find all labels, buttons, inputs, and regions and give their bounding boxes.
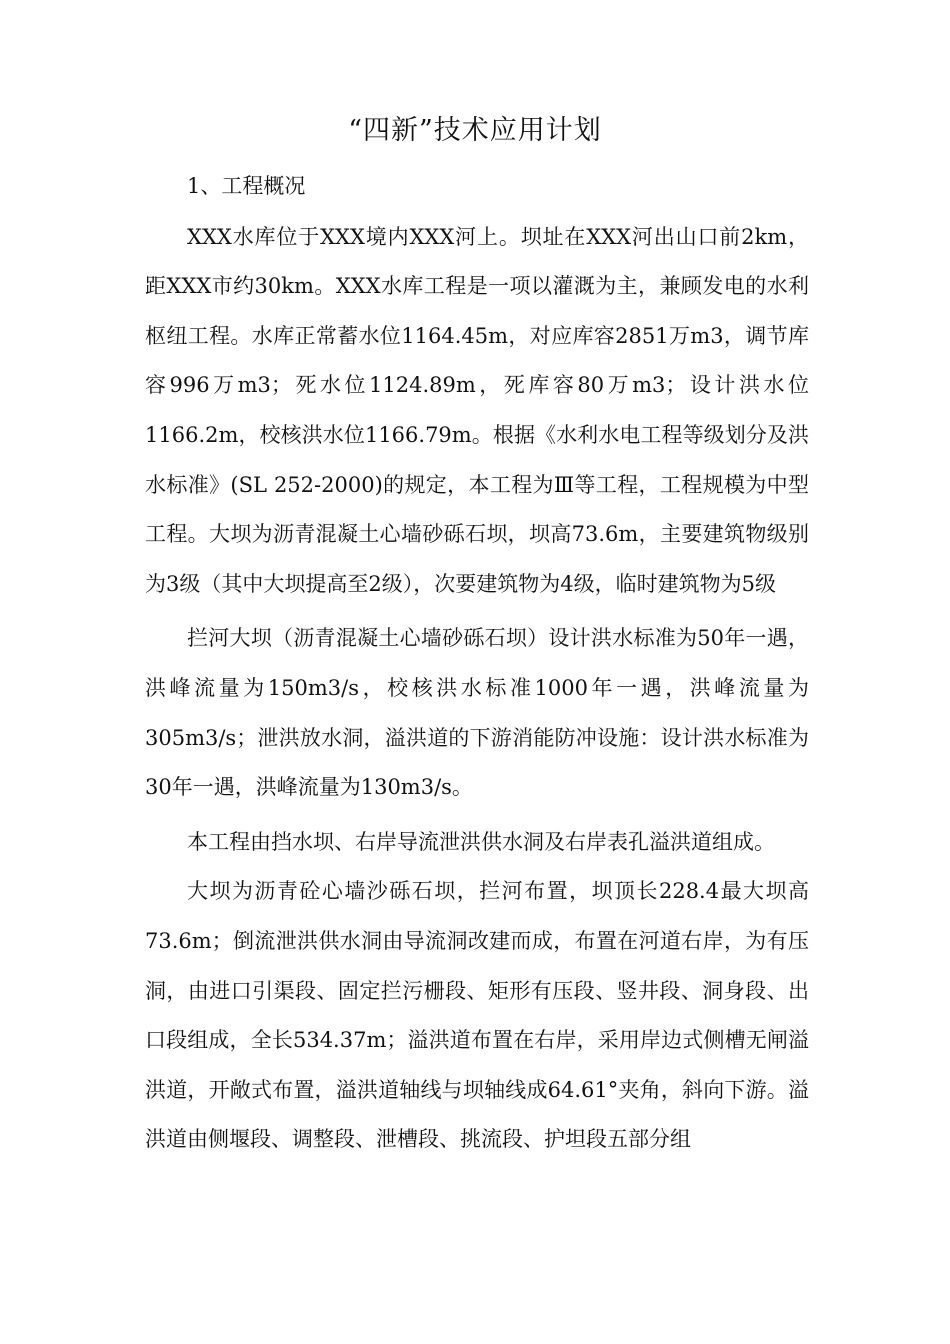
paragraph-project-components: 本工程由挡水坝、右岸导流泄洪供水洞及右岸表孔溢洪道组成。	[187, 829, 775, 854]
document-title: “四新”技术应用计划	[348, 115, 602, 146]
document-body	[145, 162, 809, 1165]
paragraph-flood-standards: 拦河大坝（沥青混凝土心墙砂砾石坝）设计洪水标准为50年一遇，洪峰流量为150m3/s，校核洪水标准1000年一遇，洪峰流量为305m3/s；泄洪放水洞，溢洪道的下游消能防冲设施：设计洪水标准为30年一遇，洪峰流量为130m3/s。	[145, 626, 809, 800]
paragraph-project-overview: XXX水库位于XXX境内XXX河上。坝址在XXX河出山口前2km，距XXX市约30km。XXX水库工程是一项以灌溉为主，兼顾发电的水利枢纽工程。水库正常蓄水位1164.45m，对应库容2851万m3，调节库容996万m3；死水位1124.89m，死库容80万m3；设计洪水位1166.2m，校核洪水位1166.79m。根据《水利水电工程等级划分及洪水标准》(SL 252-2000)的规定，本工程为Ⅲ等工程，工程规模为中型工程。大坝为沥青混凝土心墙砂砾石坝，坝高73.6m，主要建筑物级别为3级（其中大坝提高至2级），次要建筑物为4级，临时建筑物为5级	[145, 224, 809, 596]
paragraph-structure-details: 大坝为沥青砼心墙沙砾石坝，拦河布置，坝顶长228.4最大坝高73.6m；倒流泄洪供水洞由导流洞改建而成，布置在河道右岸，为有压洞，由进口引渠段、固定拦污栅段、矩形有压段、竖井段、洞身段、出口段组成，全长534.37m；溢洪道布置在右岸，采用岸边式侧槽无闸溢洪道，开敞式布置，溢洪道轴线与坝轴线成64.61°夹角，斜向下游。溢洪道由侧堰段、调整段、泄槽段、挑流段、护坦段五部分组	[145, 879, 809, 1152]
section-heading: 1、工程概况	[187, 174, 306, 198]
